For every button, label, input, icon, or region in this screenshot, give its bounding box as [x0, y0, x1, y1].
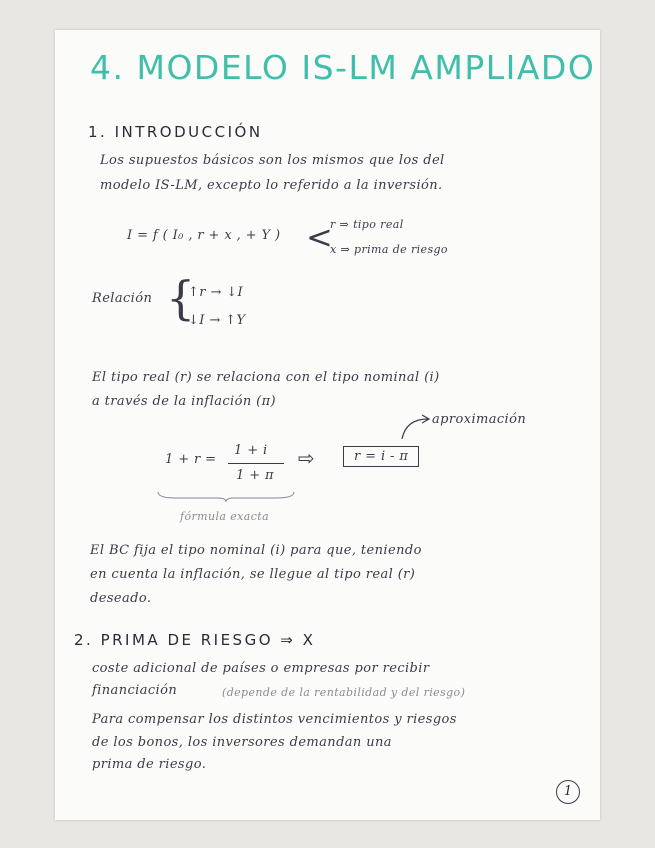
exact-formula-lhs: 1 + r = [165, 452, 217, 467]
relation-item-2: ↓I → ↑Y [188, 313, 246, 328]
bond-investors-line-1: Para compensar los distintos vencimientos y riesgos [92, 712, 457, 727]
formula-note-real-rate: r ⇒ tipo real [330, 218, 404, 231]
formula-brace: < [306, 218, 333, 256]
approximation-label: aproximación [432, 412, 527, 427]
exact-formula-label: fórmula exacta [180, 510, 270, 523]
risk-premium-line-2: financiación [92, 683, 178, 698]
page-title: 4. MODELO IS-LM AMPLIADO [90, 48, 596, 87]
implies-arrow: ⇨ [298, 446, 315, 470]
intro-line-1: Los supuestos básicos son los mismos que los del [100, 153, 445, 168]
section-heading-introduccion: 1. INTRODUCCIÓN [88, 123, 263, 141]
central-bank-line-3: deseado. [90, 591, 152, 606]
approx-formula-box: r = i - π [343, 446, 419, 467]
investment-formula: I = f ( I₀ , r + x , + Y ) [127, 228, 281, 243]
intro-line-2: modelo IS-LM, excepto lo referido a la inversión. [100, 178, 443, 193]
relation-label: Relación [92, 291, 153, 306]
central-bank-line-2: en cuenta la inflación, se llegue al tipo real (r) [90, 567, 416, 582]
bond-investors-line-2: de los bonos, los inversores demandan una [92, 735, 392, 750]
fraction-bar [228, 463, 284, 464]
section-heading-prima-de-riesgo: 2. PRIMA DE RIESGO ⇒ X [74, 631, 316, 649]
real-rate-line-2: a través de la inflación (π) [92, 394, 277, 409]
exact-formula-numerator: 1 + i [234, 443, 268, 458]
relation-item-1: ↑r → ↓I [188, 285, 244, 300]
bond-investors-line-3: prima de riesgo. [92, 757, 207, 772]
risk-premium-note: (depende de la rentabilidad y del riesgo) [222, 686, 466, 699]
exact-formula-denominator: 1 + π [236, 468, 274, 483]
risk-premium-line-1: coste adicional de países o empresas por recibir [92, 661, 430, 676]
relation-brace: { [166, 271, 196, 325]
page-number: 1 [556, 780, 580, 804]
approximation-arrow [398, 413, 432, 443]
central-bank-line-1: El BC fija el tipo nominal (i) para que, teniendo [90, 543, 422, 558]
real-rate-line-1: El tipo real (r) se relaciona con el tipo nominal (i) [92, 370, 440, 385]
formula-note-risk-premium: x ⇒ prima de riesgo [330, 243, 448, 256]
exact-formula-underbrace [156, 490, 296, 504]
